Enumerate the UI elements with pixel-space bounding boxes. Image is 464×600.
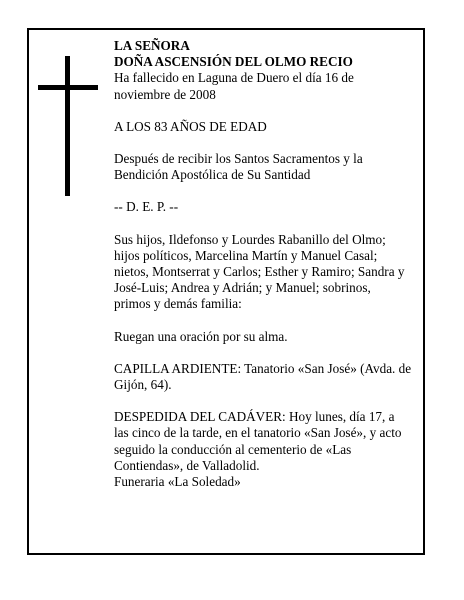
death-line-1: Ha fallecido en Laguna de Duero el día 16 de bbox=[114, 70, 354, 86]
age-line: A LOS 83 AÑOS DE EDAD bbox=[114, 118, 267, 134]
rip-line: -- D. E. P. -- bbox=[114, 199, 179, 215]
family-line-1: Sus hijos, Ildefonso y Lourdes Rabanillo del Olmo; bbox=[114, 231, 386, 247]
obituary-text bbox=[114, 38, 432, 490]
cross-icon-bar bbox=[38, 85, 98, 90]
farewell-line-4: Contiendas», de Valladolid. bbox=[114, 457, 260, 473]
death-line-2: noviembre de 2008 bbox=[114, 86, 216, 102]
family-line-3: nietos, Montserrat y Carlos; Esther y Ramiro; Sandra y bbox=[114, 264, 405, 280]
family-line-4: José-Luis; Andrea y Adrián; y Manuel; sobrinos, bbox=[114, 280, 371, 296]
sacraments-line-1: Después de recibir los Santos Sacramentos y la bbox=[114, 151, 363, 167]
farewell-line-2: las cinco de la tarde, en el tanatorio «San José», y acto bbox=[114, 425, 402, 441]
family-line-2: hijos políticos, Marcelina Martín y Manuel Casal; bbox=[114, 247, 378, 263]
cross-icon bbox=[65, 56, 70, 196]
title-line-1: LA SEÑORA bbox=[114, 38, 190, 53]
deceased-name: DOÑA ASCENSIÓN DEL OLMO RECIO bbox=[114, 54, 353, 70]
funeral-home-line: Funeraria «La Soledad» bbox=[114, 474, 241, 490]
farewell-line-1: DESPEDIDA DEL CADÁVER: Hoy lunes, día 17, a bbox=[114, 409, 395, 425]
chapel-line-1: CAPILLA ARDIENTE: Tanatorio «San José» (Avda. de bbox=[114, 360, 412, 376]
sacraments-line-2: Bendición Apostólica de Su Santidad bbox=[114, 167, 311, 183]
chapel-line-2: Gijón, 64). bbox=[114, 377, 172, 393]
prayer-line: Ruegan una oración por su alma. bbox=[114, 328, 288, 344]
farewell-line-3: seguido la conducción al cementerio de «Las bbox=[114, 441, 352, 457]
family-line-5: primos y demás familia: bbox=[114, 296, 242, 312]
